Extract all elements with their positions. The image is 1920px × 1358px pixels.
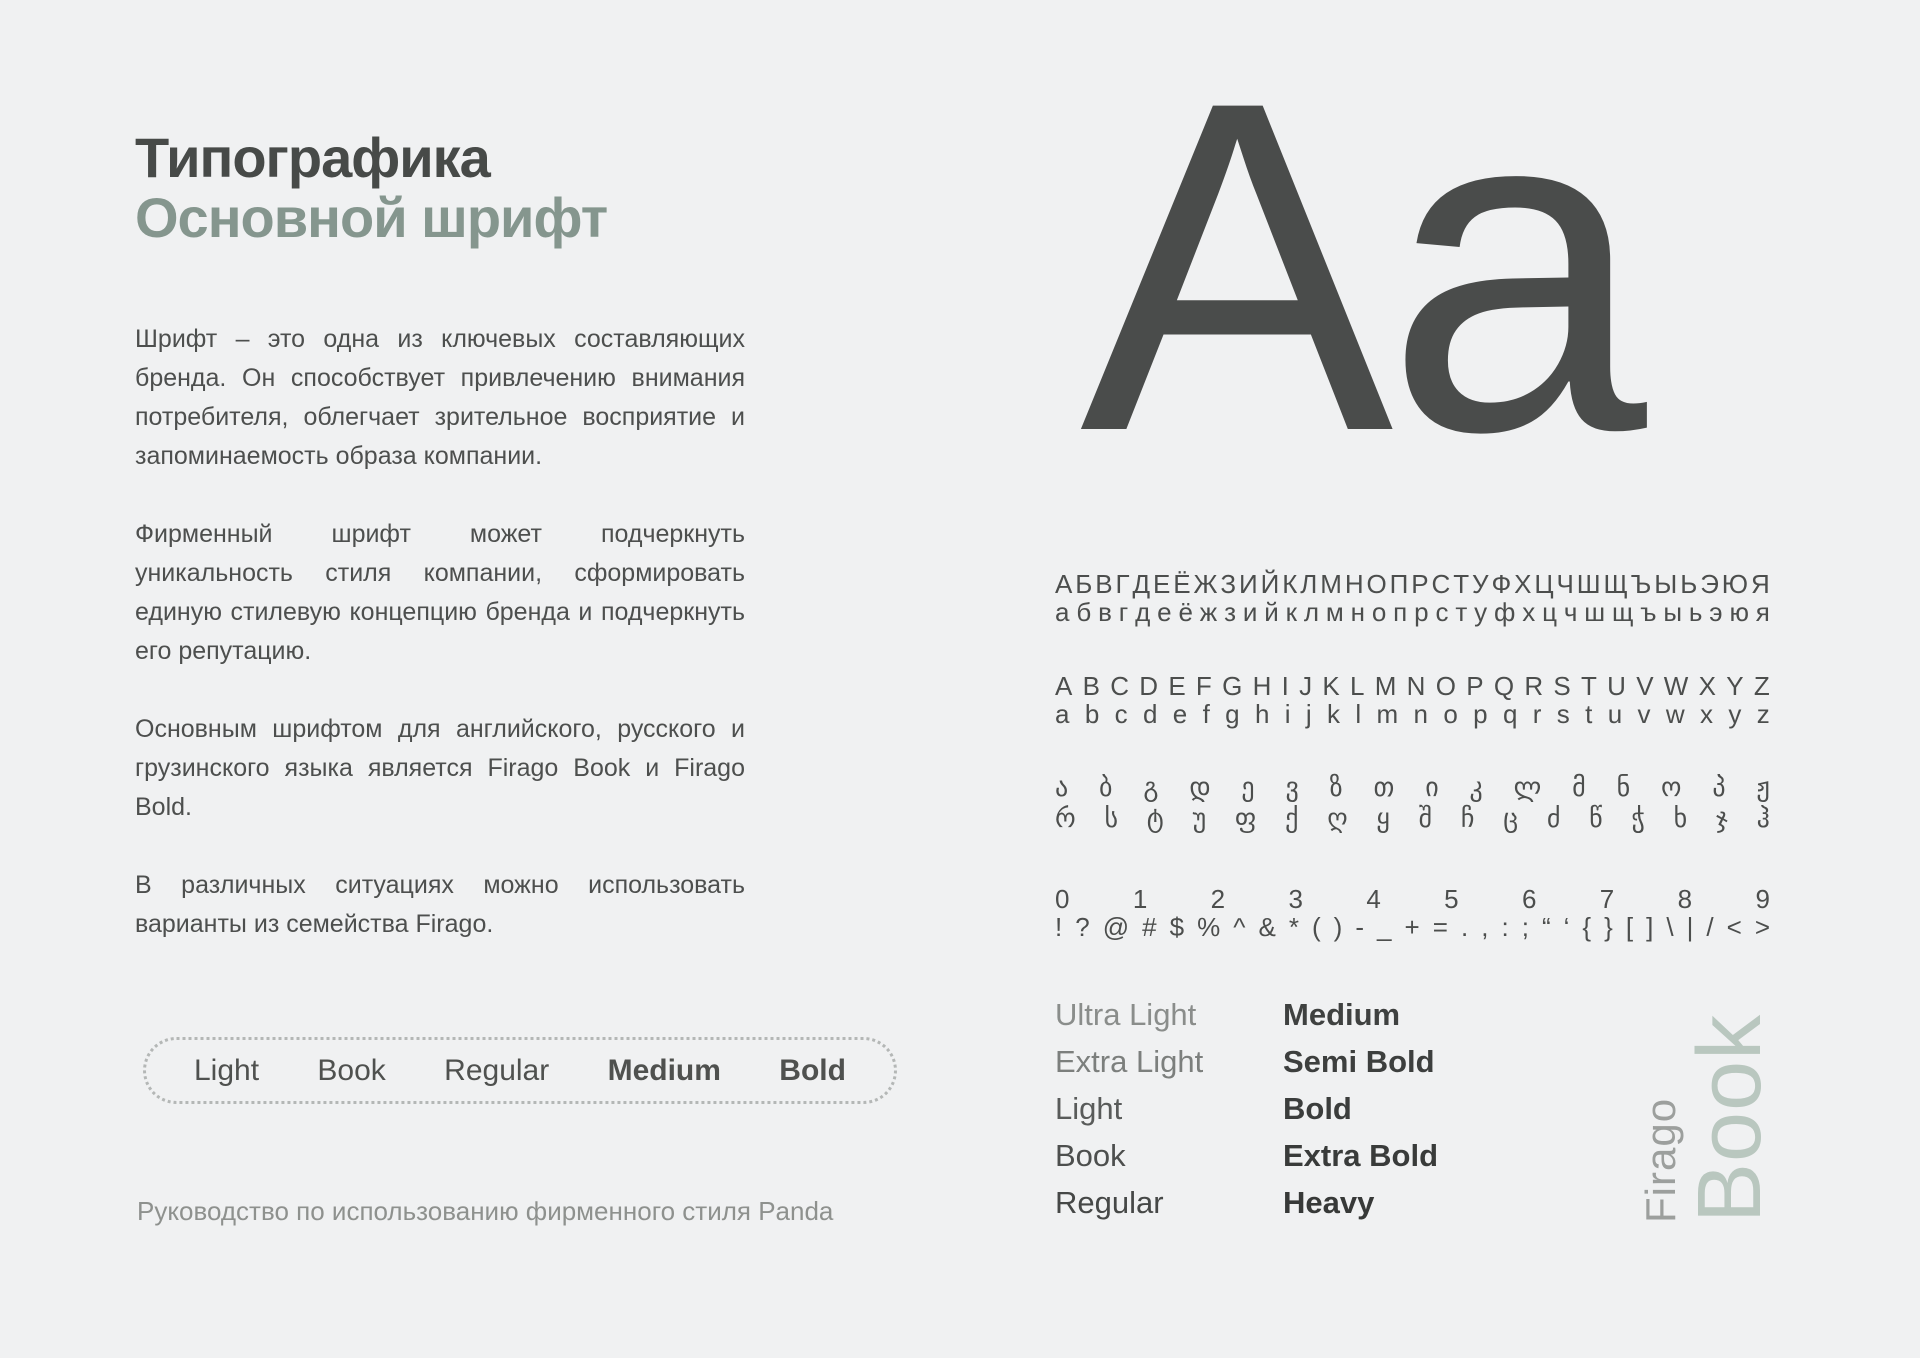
- intro-text: [135, 320, 745, 983]
- font-style-name: Book: [1680, 1013, 1780, 1223]
- punctuation-row: ! ? @ # $ % ^ & * ( ) - _ + = . , : ; “ ‘ { } [ ] \ | / < >: [1055, 912, 1770, 942]
- weight-list-light-column: [1055, 995, 1203, 1230]
- weight-item-light: Light: [1055, 1091, 1123, 1126]
- weight-item-heavy: Heavy: [1283, 1185, 1375, 1220]
- digits-row: 0 1 2 3 4 5 6 7 8 9: [1055, 884, 1770, 914]
- weight-label-bold: Bold: [779, 1053, 846, 1087]
- font-family-name: Firago: [1637, 1097, 1684, 1223]
- paragraph-main-font: Основным шрифтом для английского, русского и грузинского языка является Firago Book и Firago Bold.: [135, 715, 745, 821]
- georgian-alphabet-block: [1055, 773, 1770, 835]
- weight-item-semi-bold: Semi Bold: [1283, 1044, 1435, 1079]
- weight-item-bold: Bold: [1283, 1091, 1352, 1126]
- weight-item-book: Book: [1055, 1138, 1126, 1173]
- georgian-row-2: რ ს ტ უ ფ ქ ღ ყ შ ჩ ც ძ წ ჭ ხ ჯ ჰ: [1055, 804, 1770, 834]
- latin-alphabet-block: [1055, 672, 1770, 728]
- page-title-block: [135, 128, 607, 248]
- page-subtitle: Основной шрифт: [135, 186, 608, 249]
- cyrillic-uppercase-row: А Б В Г Д Е Ё Ж З И Й К Л М Н О П Р С Т У Ф Х Ц Ч Ш Щ Ъ Ы Ь Э Ю Я: [1055, 569, 1770, 599]
- weight-label-light: Light: [194, 1053, 260, 1087]
- weight-item-extra-light: Extra Light: [1055, 1044, 1204, 1079]
- numerals-punctuation-block: [1055, 885, 1770, 941]
- weight-label-medium: Medium: [607, 1053, 721, 1087]
- cyrillic-lowercase-row: а б в г д е ё ж з и й к л м н о п р с т у ф х ц ч ш щ ъ ы ь э ю я: [1055, 597, 1770, 627]
- cyrillic-alphabet-block: [1055, 570, 1770, 626]
- latin-uppercase-row: A B C D E F G H I J K L M N O P Q R S T U V W X Y Z: [1055, 671, 1770, 701]
- weight-list-bold-column: [1283, 995, 1438, 1230]
- weight-label-regular: Regular: [444, 1053, 550, 1087]
- vertical-font-label: [1638, 983, 1778, 1223]
- guideline-footer: Руководство по использованию фирменного стиля Panda: [137, 1196, 834, 1226]
- paragraph-brand-font: Шрифт – это одна из ключевых составляющих бренда. Он способствует привлечению внимания потребителя, облегчает зрительное восприятие и запоминаемость образа компании.: [135, 325, 745, 470]
- weight-label-book: Book: [317, 1053, 386, 1087]
- font-specimen-aa: Aa: [1080, 4, 1639, 529]
- paragraph-variants: В различных ситуациях можно использовать варианты из семейства Firago.: [135, 871, 745, 938]
- georgian-row-1: ა ბ გ დ ე ვ ზ თ ი კ ლ მ ნ ო პ ჟ: [1055, 773, 1770, 803]
- vertical-font-label-inner: [1638, 983, 1778, 1223]
- weight-item-extra-bold: Extra Bold: [1283, 1138, 1439, 1173]
- weight-item-ultra-light: Ultra Light: [1055, 997, 1197, 1032]
- page-title: Типографика: [135, 126, 490, 189]
- paragraph-corporate-font: Фирменный шрифт может подчеркнуть уникальность стиля компании, сформировать единую стилевую концепцию бренда и подчеркнуть его репутацию.: [135, 520, 745, 665]
- weight-item-medium: Medium: [1283, 997, 1401, 1032]
- weight-item-regular: Regular: [1055, 1185, 1164, 1220]
- font-weights-pill: [143, 1037, 897, 1104]
- latin-lowercase-row: a b c d e f g h i j k l m n o p q r s t u v w x y z: [1055, 699, 1770, 729]
